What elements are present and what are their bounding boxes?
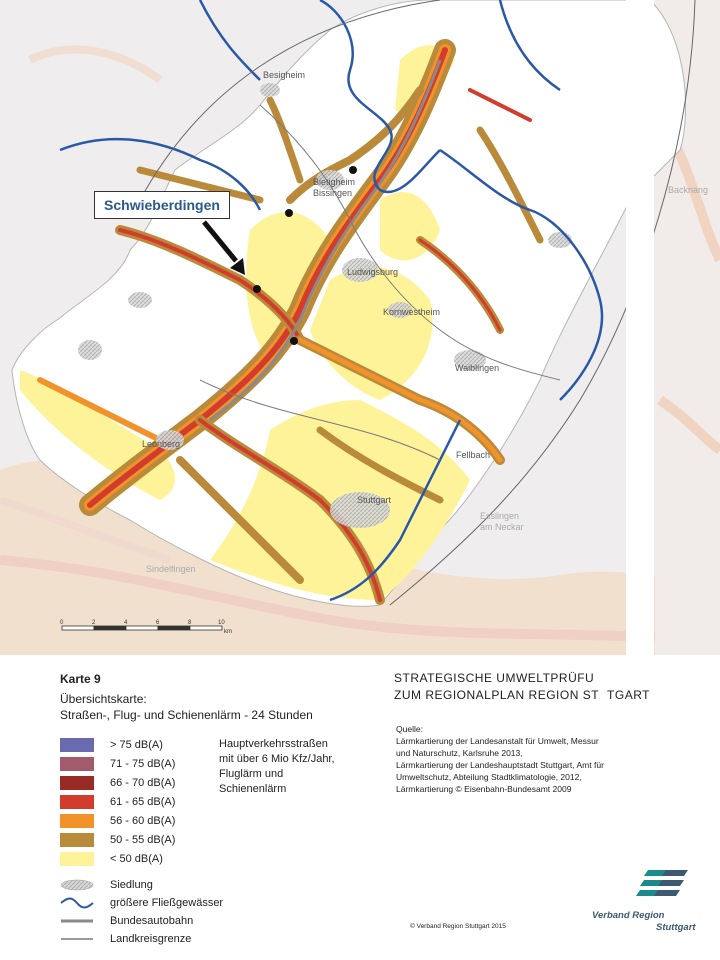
place-stuttgart: Stuttgart — [357, 495, 392, 505]
river-line-icon — [60, 895, 94, 911]
settlement-hatch-icon — [60, 877, 94, 893]
place-am-neckar: am Neckar — [480, 522, 524, 532]
legend-class-label: 66 - 70 dB(A) — [110, 776, 176, 789]
scale-tick-6: 6 — [156, 620, 160, 626]
scale-tick-10: 10 — [218, 620, 225, 626]
scale-tick-2: 2 — [92, 620, 96, 626]
copyright-note: © Verband Region Stuttgart 2015 — [410, 923, 506, 930]
legend-class-label: 56 - 60 dB(A) — [110, 814, 176, 827]
source-line: Lärmkartierung der Landeshauptstadt Stuttgart, Amt für — [396, 760, 604, 770]
legend-class-row — [60, 832, 175, 847]
district-border-line-icon — [60, 931, 94, 947]
source-line: Lärmkartierung der Landesanstalt für Umwelt, Messur — [396, 736, 599, 746]
place-waiblingen: Waiblingen — [455, 363, 500, 373]
legend-subtitle-1: Übersichtskarte: — [60, 692, 147, 706]
legend-description-line: Hauptverkehrsstraßen — [219, 738, 328, 750]
legend-class-label: > 75 dB(A) — [110, 738, 163, 751]
document-title-line-2-tail: TGART — [607, 688, 650, 702]
legend-swatch — [60, 852, 94, 866]
document-title-line-2-main: ZUM REGIONALPLAN REGION ST — [394, 688, 600, 702]
legend-swatch — [60, 776, 94, 790]
callout-label: Schwieberdingen — [104, 197, 220, 213]
document-title-line-1: STRATEGISCHE UMWELTPRÜFU — [394, 671, 595, 685]
legend-symbol-label: größere Fließgewässer — [110, 897, 224, 909]
scale-tick-8: 8 — [188, 620, 192, 626]
legend-description — [219, 737, 359, 797]
legend-class-row — [60, 775, 175, 790]
place-bissingen: Bissingen — [313, 188, 353, 198]
legend-description-line: mit über 6 Mio Kfz/Jahr, — [219, 753, 335, 765]
legend-swatch — [60, 757, 94, 771]
legend-class-row — [60, 851, 163, 866]
source-heading: Quelle: — [396, 724, 423, 734]
legend-symbol-row — [60, 931, 191, 947]
legend-symbol-label: Landkreisgrenze — [110, 933, 192, 945]
legend-symbol-row — [60, 913, 193, 929]
place-leonberg: Leonberg — [142, 439, 181, 449]
motorway-line-icon — [60, 913, 94, 929]
callout-box — [94, 191, 230, 219]
document-title-line-2 — [394, 688, 650, 702]
source-line: und Naturschutz, Karlsruhe 2013, — [396, 748, 523, 758]
legend-class-row — [60, 756, 175, 771]
logo-text-line-1: Verband Region — [592, 910, 665, 921]
legend-description-line: Fluglärm und — [219, 768, 284, 780]
legend-class-row — [60, 794, 175, 809]
place-besigheim: Besigheim — [263, 70, 306, 80]
place-fellbach: Fellbach — [456, 450, 491, 460]
place-backnang: Backnang — [668, 185, 709, 195]
place-ludwigsburg: Ludwigsburg — [347, 267, 399, 277]
scale-unit: km — [224, 629, 232, 635]
legend-swatch — [60, 795, 94, 809]
legend-description-line: Schienenlärm — [219, 783, 287, 795]
legend-class-label: 71 - 75 dB(A) — [110, 757, 176, 770]
legend-swatch — [60, 814, 94, 828]
place-sindelfingen: Sindelfingen — [146, 564, 196, 574]
source-line: Umweltschutz, Abteilung Stadtklimatologie, 2012, — [396, 772, 582, 782]
scale-tick-4: 4 — [124, 620, 128, 626]
source-block — [396, 723, 632, 795]
scale-bar — [58, 618, 233, 642]
legend-title: Karte 9 — [60, 672, 101, 686]
legend-symbol-label: Siedlung — [110, 879, 153, 891]
place-bietigheim: Bietigheim — [313, 177, 356, 187]
legend-symbol-row — [60, 877, 153, 893]
legend-swatch — [60, 833, 94, 847]
legend-class-row — [60, 813, 175, 828]
logo-text-line-2: Stuttgart — [656, 922, 696, 933]
scale-tick-0: 0 — [60, 620, 64, 626]
source-line: Lärmkartierung © Eisenbahn-Bundesamt 2009 — [396, 784, 572, 794]
place-kornwestheim: Kornwestheim — [383, 307, 441, 317]
legend-symbol-label: Bundesautobahn — [110, 915, 194, 927]
legend-swatch — [60, 738, 94, 752]
legend-symbol-row — [60, 895, 223, 911]
legend-subtitle-2: Straßen-, Flug- und Schienenlärm - 24 Stunden — [60, 708, 313, 722]
place-esslingen: Esslingen — [480, 511, 520, 521]
legend-class-label: 50 - 55 dB(A) — [110, 833, 176, 846]
legend-class-row — [60, 737, 163, 752]
legend-class-label: 61 - 65 dB(A) — [110, 795, 176, 808]
map-gap — [626, 0, 654, 655]
legend-class-label: < 50 dB(A) — [110, 852, 163, 865]
